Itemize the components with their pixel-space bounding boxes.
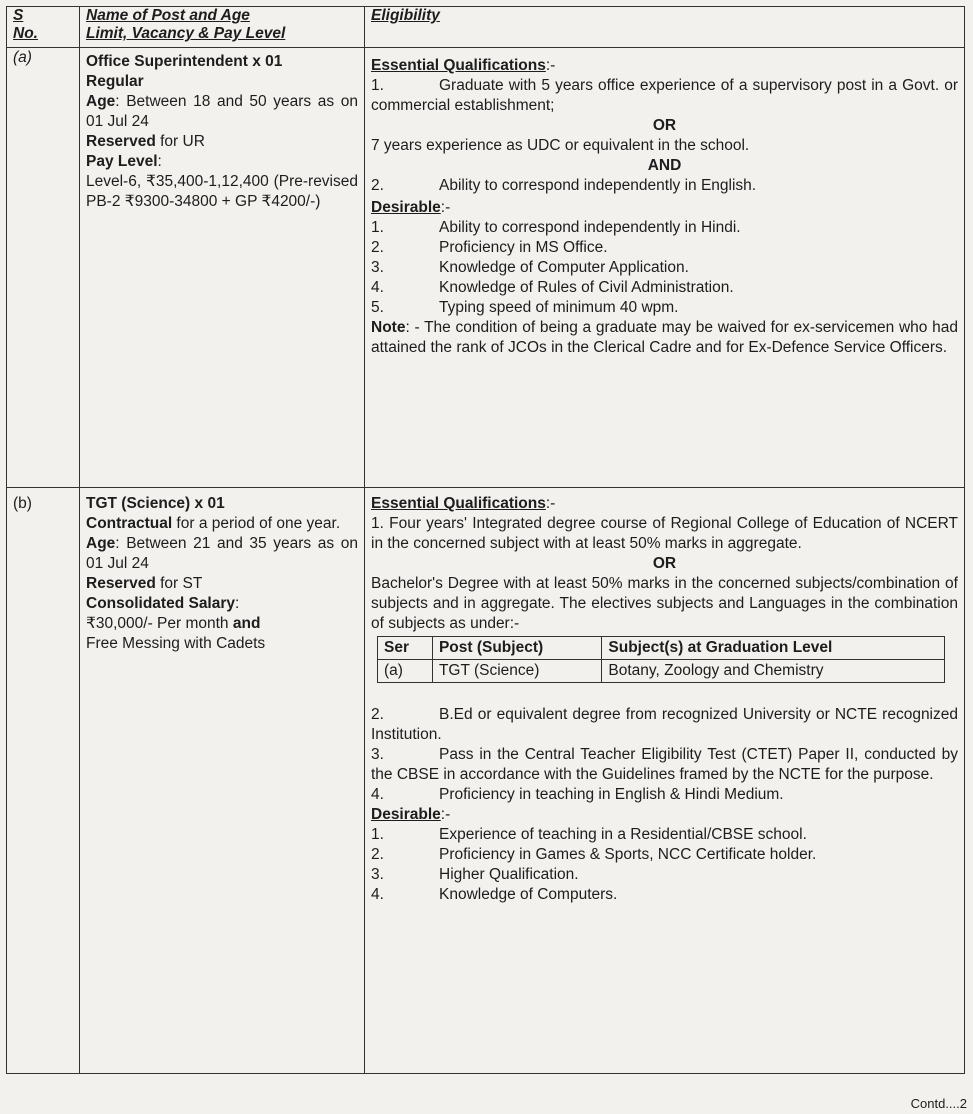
essential-heading: Essential Qualifications:-: [371, 495, 556, 512]
essential-item-1b: Bachelor's Degree with at least 50% marks in the concerned subjects/combination of subjects and in aggregate. The electives subjects and Languages in the combination of subjects as under:-: [371, 575, 958, 632]
desirable-item: 2. Proficiency in Games & Sports, NCC Certificate holder.: [371, 846, 817, 863]
subject-table: [377, 636, 945, 683]
post-title: TGT (Science) x 01: [86, 495, 225, 512]
essential-item-3: 3. Pass in the Central Teacher Eligibility Test (CTET) Paper II, conducted by the CBSE in accordance with the Guidelines framed by the NCTE for the purpose.: [371, 746, 958, 783]
col-ser: Ser: [378, 637, 433, 660]
desirable-item: 2. Proficiency in MS Office.: [371, 239, 608, 256]
continued-footer: Contd....2: [910, 1096, 967, 1111]
essential-item-1: 1. Four years' Integrated degree course of Regional College of Education of NCERT in the concerned subject with at least 50% marks in aggregate.: [371, 515, 958, 552]
header-post: Name of Post and Age Limit, Vacancy & Pay Level: [80, 7, 365, 48]
desirable-item: 1. Ability to correspond independently in Hindi.: [371, 219, 741, 236]
row-a-eligibility: [365, 48, 965, 488]
cell-subjects: Botany, Zoology and Chemistry: [602, 660, 945, 683]
col-subjects: Subject(s) at Graduation Level: [602, 637, 945, 660]
post-title: Office Superintendent x 01: [86, 53, 283, 70]
desirable-item: 1. Experience of teaching in a Residential/CBSE school.: [371, 826, 807, 843]
essential-item-2: 2. B.Ed or equivalent degree from recognized University or NCTE recognized Institution.: [371, 706, 958, 743]
contract-type: Contractual for a period of one year.: [86, 515, 341, 532]
desirable-heading: Desirable:-: [371, 806, 451, 823]
or-separator: OR: [652, 117, 677, 134]
cell-post: TGT (Science): [432, 660, 601, 683]
subject-table-header: [378, 637, 945, 660]
desirable-item: 5. Typing speed of minimum 40 wpm.: [371, 299, 679, 316]
note: Note: - The condition of being a graduate may be waived for ex-servicemen who had attained the rank of JCOs in the Clerical Cadre and for Ex-Defence Service Officers.: [371, 319, 958, 356]
table-row: [378, 660, 945, 683]
eligibility-table: [6, 6, 965, 1074]
header-sno: S No.: [7, 7, 80, 48]
essential-item-1b: 7 years experience as UDC or equivalent in the school.: [371, 137, 750, 154]
desirable-item: 3. Higher Qualification.: [371, 866, 579, 883]
table-header-row: [7, 7, 965, 48]
pay-level-label: Pay Level:: [86, 153, 162, 170]
pay-level: Level-6, ₹35,400-1,12,400 (Pre-revised PB-2 ₹9300-34800 + GP ₹4200/-): [86, 173, 358, 210]
reservation: Reserved for ST: [86, 575, 203, 592]
and-separator: AND: [647, 157, 682, 174]
desirable-item: 4. Knowledge of Computers.: [371, 886, 618, 903]
post-type: Regular: [86, 73, 144, 90]
salary-label: Consolidated Salary:: [86, 595, 240, 612]
essential-item-4: 4. Proficiency in teaching in English & Hindi Medium.: [371, 786, 784, 803]
desirable-item: 3. Knowledge of Computer Application.: [371, 259, 689, 276]
row-b-sno: (b): [7, 488, 80, 1074]
table-row-b: [7, 488, 965, 1074]
or-separator: OR: [652, 555, 677, 572]
cell-ser: (a): [378, 660, 433, 683]
row-b-eligibility: [365, 488, 965, 1074]
desirable-heading: Desirable:-: [371, 199, 451, 216]
row-b-post: [80, 488, 365, 1074]
age-limit: Age: Between 18 and 50 years as on 01 Jul 24: [86, 93, 358, 130]
salary: ₹30,000/- Per month and: [86, 615, 261, 632]
essential-item-1: 1. Graduate with 5 years office experience of a supervisory post in a Govt. or commercial establishment;: [371, 77, 958, 114]
reservation: Reserved for UR: [86, 133, 205, 150]
row-a-sno: (a): [7, 48, 80, 488]
desirable-item: 4. Knowledge of Rules of Civil Administration.: [371, 279, 734, 296]
essential-heading: Essential Qualifications:-: [371, 57, 556, 74]
header-eligibility: Eligibility: [365, 7, 965, 48]
table-row-a: [7, 48, 965, 488]
row-a-post: [80, 48, 365, 488]
essential-item-2: 2. Ability to correspond independently in English.: [371, 177, 757, 194]
col-post: Post (Subject): [432, 637, 601, 660]
age-limit: Age: Between 21 and 35 years as on 01 Jul 24: [86, 535, 358, 572]
salary-benefit: Free Messing with Cadets: [86, 635, 266, 652]
